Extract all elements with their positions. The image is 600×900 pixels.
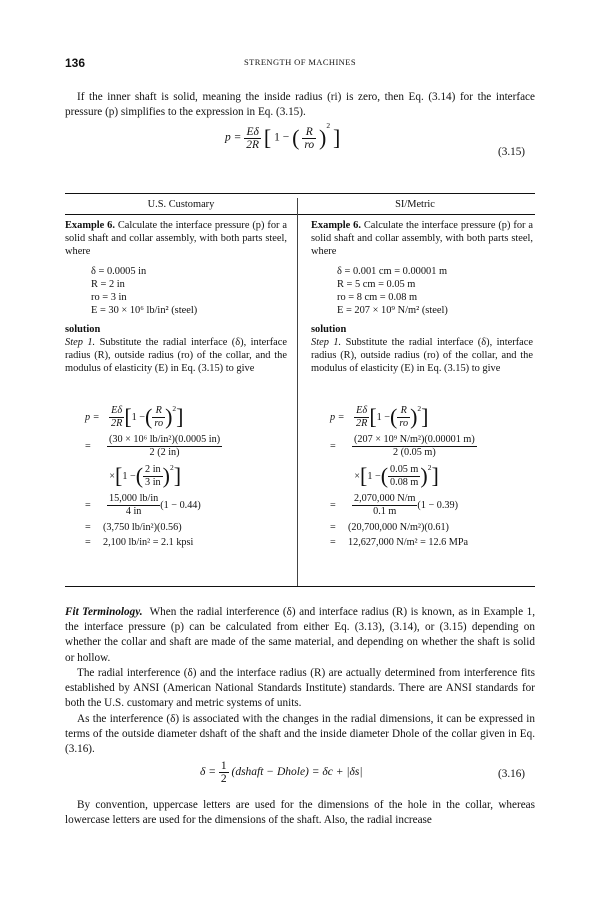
us-line3-num: 15,000 lb/in [109,493,159,504]
us-formula-one: 1 − [131,411,146,423]
si-line5: 12,627,000 N/m² = 12.6 MPa [348,537,469,548]
running-header [65,56,535,74]
us-formula-num: Eδ [109,405,124,418]
si-line4: (20,700,000 N/m²)(0.61) [348,522,449,533]
fit-heading: Fit Terminology. [65,606,143,618]
si-formula-inner-num: R [397,405,410,418]
table-top-rule [65,193,535,194]
us-column [65,219,287,375]
si-given-R: R = 5 cm = 0.05 m [337,278,416,290]
eq315-one-minus: 1 − [274,131,290,144]
si-formula-inner-den: ro [399,417,409,429]
si-formula-num: Eδ [354,405,369,418]
eq316-denominator: 2 [220,773,227,785]
equation-3-15: p = $\frac{E\delta}{2R}$ [ 1 − ( $\frac{R}{ro}$ )$^2$ ] [225,120,341,151]
us-line2-den: 3 in [145,476,161,488]
us-example-label: Example 6. [65,220,115,231]
si-line2-den: 0.08 m [390,476,419,488]
fit-paragraph-1 [65,605,535,666]
si-given-list [337,265,533,317]
eq315-number: (3.15) [498,146,526,158]
si-deriv-line1: = $\frac{\text{(207 × 10⁹ N/m²)(0.00001 m)}}{2 (0.05 m)}$ [330,434,475,458]
us-step-label: Step 1. [65,336,96,348]
us-line2-num: 2 in [145,463,161,475]
us-given-list [91,265,287,317]
si-line2-num: 0.05 m [390,463,419,475]
eq316-rhs: (dshaft − Dhole) = δc + |δs| [231,766,363,779]
eq315-inner-fraction [302,126,316,151]
si-solution-label: solution [311,323,347,335]
si-given-delta: δ = 0.001 cm = 0.00001 m [337,265,448,277]
eq316-numerator: 1 [220,760,227,772]
us-given-delta: δ = 0.0005 in [91,265,147,277]
us-deriv-line4: = (3,750 lb/in²)(0.56) [85,522,182,533]
us-solution-label: solution [65,323,101,335]
eq315-exponent: 2 [326,120,331,130]
us-deriv-line2: × [ 1 − ( $\frac{2 in}{3 in}$ ) $^2$ ] [109,463,182,488]
eq315-inner-denominator: ro [304,138,315,151]
si-line3-tail: (1 − 0.39) [417,500,458,511]
us-line4: (3,750 lb/in²)(0.56) [103,522,182,533]
us-line1-den: 2 (2 in) [149,447,180,458]
si-column-heading: SI/Metric [395,199,435,210]
table-bottom-rule [65,586,535,587]
si-formula-den: 2R [356,417,368,429]
eq315-numerator: Eδ [244,126,261,139]
eq315-inner-numerator: R [302,126,316,139]
us-line3-den: 4 in [125,506,142,517]
closing-paragraph: By convention, uppercase letters are used for the dimensions of the hole in the collar, whereas lowercase letters are used for the dimensions of the shaft. Also, the radial increase [65,799,535,827]
us-deriv-line5: = 2,100 lb/in² = 2.1 kpsi [85,537,194,548]
table-column-divider [297,198,298,586]
us-deriv-formula: p = $\frac{E\delta}{2R}$ [ 1 − ( $\frac{R}{ro}$ ) $^2$ ] [85,404,184,429]
us-line5: 2,100 lb/in² = 2.1 kpsi [103,537,194,548]
us-example-text: Calculate the interface pressure (p) for a solid shaft and collar assembly, with both parts steel, where [65,220,287,258]
si-line1-den: 2 (0.05 m) [393,447,436,458]
si-example-text: Calculate the interface pressure (p) for a solid shaft and collar assembly, with both parts steel, where [311,220,533,258]
si-deriv-line4: = (20,700,000 N/m²)(0.61) [330,522,449,533]
running-head-title: STRENGTH OF MACHINES [244,57,356,67]
si-column [311,219,533,375]
si-deriv-line3: = $\frac{2,070,000 N/m}{0.1 m}$ (1 − 0.39) [330,493,458,517]
us-line3-tail: (1 − 0.44) [160,500,201,511]
us-formula-inner-den: ro [154,417,164,429]
si-line1-num: (207 × 10⁹ N/m²)(0.00001 m) [354,434,475,445]
si-step-label: Step 1. [311,336,342,348]
us-given-ro: ro = 3 in [91,291,127,303]
table-head-rule [65,214,535,215]
us-given-E: E = 30 × 10⁶ lb/in² (steel) [91,304,198,316]
si-deriv-formula: p = $\frac{E\delta}{2R}$ [ 1 − ( $\frac{R}{ro}$ ) $^2$ ] [330,404,429,429]
eq316-lhs: δ = [200,766,216,779]
si-line3-num: 2,070,000 N/m [354,493,416,504]
equation-3-16 [200,760,363,785]
si-example-label: Example 6. [311,220,361,231]
si-line3-den: 0.1 m [373,506,397,517]
si-given-ro: ro = 8 cm = 0.08 m [337,291,418,303]
page-number: 136 [65,56,86,70]
us-formula-den: 2R [111,417,123,429]
us-step-text: Substitute the radial interface (δ), interface radius (R), outside radius (ro) of the collar, and the modulus of elasticity (E) in Eq. (3.15) to give [65,336,287,375]
si-formula-one: 1 − [376,411,391,423]
si-derivation [330,404,477,552]
fit-paragraph-2: The radial interference (δ) and the interface radius (R) are actually determined from interference fits established by ANSI (American National Standards Institute) standards. There are ANSI standards for both the U.S. customary and metric systems of units. [65,667,535,710]
us-derivation [85,404,222,552]
eq315-denominator: 2R [246,138,260,151]
us-formula-inner-num: R [152,405,165,418]
si-deriv-line2: × [ 1 − ( $\frac{0.05 m}{0.08 m}$ ) $^2$ ] [354,463,439,488]
us-deriv-line1: = $\frac{\text{(30 × 10⁶ lb/in²)(0.0005 in)}}{2 (2 in)}$ [85,434,221,458]
us-line1-num: (30 × 10⁶ lb/in²)(0.0005 in) [109,434,221,445]
eq315-fraction [244,126,261,151]
si-deriv-line5: = 12,627,000 N/m² = 12.6 MPa [330,537,469,548]
us-column-heading: U.S. Customary [147,199,215,210]
us-deriv-line3: = $\frac{15,000 lb/in}{4 in}$ (1 − 0.44) [85,493,201,517]
si-given-E: E = 207 × 10⁹ N/m² (steel) [337,304,448,316]
si-step-text: Substitute the radial interface (δ), interface radius (R), outside radius (ro) of the collar, and the modulus of elasticity (E) in Eq. (3.15) to give [311,336,533,375]
eq316-number: (3.16) [498,768,526,780]
intro-paragraph: If the inner shaft is solid, meaning the inside radius (ri) is zero, then Eq. (3.14) for the interface pressure (p) simplifies to the expression in Eq. (3.15). [65,91,535,119]
us-given-R: R = 2 in [91,278,125,290]
fit-para1-text: When the radial interference (δ) and interface radius (R) is known, as in Example 1, the interface pressure (p) can be calculated from either Eq. (3.13), (3.14), or (3.15) depending on whether the collar and shaft are made of the same material, and depending on whether the shaft is solid or hollow. [65,606,536,664]
eq315-lhs: p = [225,131,242,144]
fit-paragraph-3: As the interference (δ) is associated with the changes in the radial dimensions, it can be expressed in terms of the outside diameter dshaft of the shaft and the inside diameter Dhole of the collar given in Eq. (3.16). [65,713,535,756]
